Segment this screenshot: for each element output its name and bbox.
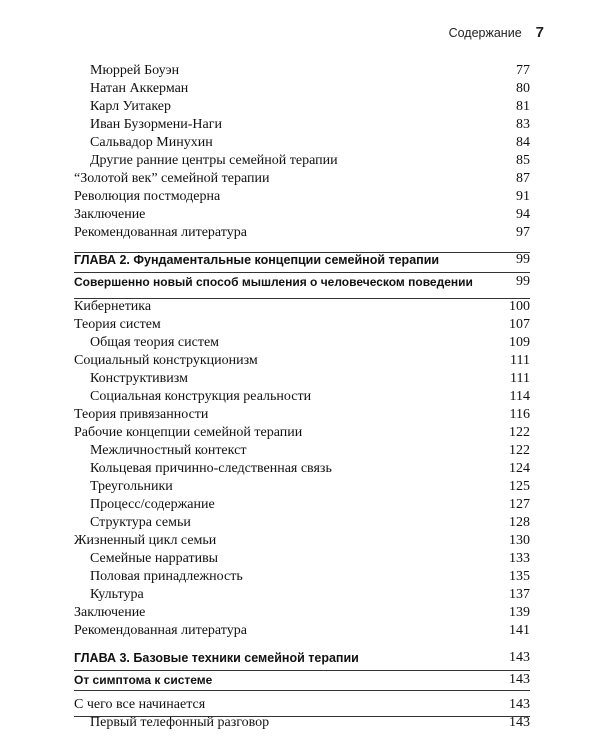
toc-entry-page: 85 xyxy=(516,153,530,168)
toc-entry-page: 143 xyxy=(509,697,530,712)
toc-entry xyxy=(74,316,530,334)
toc-entry-page: 116 xyxy=(509,407,530,422)
toc-entry-page: 83 xyxy=(516,117,530,132)
toc-entry xyxy=(74,170,530,188)
toc-entry-page: 111 xyxy=(510,371,530,386)
toc-entry-title: Иван Бузормени-Наги xyxy=(90,117,222,132)
section-rule xyxy=(74,690,530,691)
toc-entry-title: “Золотой век” семейной терапии xyxy=(74,171,270,186)
toc-entry-title: Заключение xyxy=(74,207,146,222)
toc-entry xyxy=(74,370,530,388)
toc-entry-page: 122 xyxy=(509,425,530,440)
section-rule xyxy=(74,670,530,671)
toc-entry-title: Карл Уитакер xyxy=(90,99,172,114)
toc-entry-page: 122 xyxy=(509,443,530,458)
toc-entry-title: Мюррей Боуэн xyxy=(90,63,180,78)
toc-entry-page: 135 xyxy=(509,569,530,584)
toc-entry-page: 77 xyxy=(516,63,530,78)
toc-entry-title: ГЛАВА 3. Базовые техники семейной терапии xyxy=(74,651,359,665)
toc-entry-title: Половая принадлежность xyxy=(90,569,243,584)
toc-entry-page: 130 xyxy=(509,533,530,548)
toc-entry-page: 124 xyxy=(509,461,530,476)
toc-entry-title: Жизненный цикл семьи xyxy=(74,533,217,548)
toc-entry-page: 141 xyxy=(509,623,530,638)
toc-chapter xyxy=(74,648,530,668)
section-rule xyxy=(74,272,530,273)
toc-entry-page: 107 xyxy=(509,317,530,332)
section-rule xyxy=(74,716,530,717)
toc-entry xyxy=(74,406,530,424)
toc-entry xyxy=(74,188,530,206)
toc-entry xyxy=(74,532,530,550)
toc-entry-page: 87 xyxy=(516,171,530,186)
toc-entry-title: Теория систем xyxy=(74,317,161,332)
toc-entry xyxy=(74,478,530,496)
toc-entry xyxy=(74,586,530,604)
toc-entry xyxy=(74,442,530,460)
toc-entry-title: Общая теория систем xyxy=(90,335,220,350)
toc-entry xyxy=(74,460,530,478)
toc-entry-page: 114 xyxy=(509,389,530,404)
toc-entry-title: Теория привязанности xyxy=(74,407,209,422)
toc-entry-title: Треугольники xyxy=(90,479,173,494)
toc-entry-page: 81 xyxy=(516,99,530,114)
toc-entry xyxy=(74,352,530,370)
toc-entry-title: Рабочие концепции семейной терапии xyxy=(74,425,303,440)
page-number: 7 xyxy=(535,24,544,41)
toc-entry-page: 97 xyxy=(516,225,530,240)
toc-entry-title: Другие ранние центры семейной терапии xyxy=(90,153,338,168)
toc-entry xyxy=(74,134,530,152)
toc-entry-page: 143 xyxy=(509,672,530,687)
toc-entry-page: 100 xyxy=(509,299,530,314)
toc-entry-page: 127 xyxy=(509,497,530,512)
toc-entry xyxy=(74,116,530,134)
toc-entry xyxy=(74,568,530,586)
toc-entry-page: 80 xyxy=(516,81,530,96)
toc-entry-title: С чего все начинается xyxy=(74,697,206,712)
toc-entry-page: 99 xyxy=(516,252,530,267)
toc-entry-page: 143 xyxy=(509,650,530,665)
toc-entry-title: Сальвадор Минухин xyxy=(90,135,213,150)
toc-entry-title: Социальная конструкция реальности xyxy=(90,389,312,404)
toc-entry-page: 111 xyxy=(510,353,530,368)
toc-entry-title: Социальный конструкционизм xyxy=(74,353,258,368)
toc-entry-title: Кибернетика xyxy=(74,299,152,314)
toc-entry-title: Революция постмодерна xyxy=(74,189,221,204)
toc-entry-title: Рекомендованная литература xyxy=(74,225,247,240)
toc-entry-page: 84 xyxy=(516,135,530,150)
toc-entry xyxy=(74,424,530,442)
toc-entry-title: Конструктивизм xyxy=(90,371,188,386)
toc-heading xyxy=(74,272,530,292)
section-title: Содержание xyxy=(448,26,522,40)
toc-entry xyxy=(74,550,530,568)
toc-entry xyxy=(74,622,530,640)
toc-entry xyxy=(74,206,530,224)
toc-entry-page: 109 xyxy=(509,335,530,350)
toc-entry-page: 139 xyxy=(509,605,530,620)
toc-entry xyxy=(74,604,530,622)
toc-entry xyxy=(74,388,530,406)
toc-chapter xyxy=(74,250,530,270)
toc-entry xyxy=(74,514,530,532)
toc-entry-title: Кольцевая причинно-следственная связь xyxy=(90,461,332,476)
toc-entry-title: Культура xyxy=(90,587,144,602)
toc-entry-page: 137 xyxy=(509,587,530,602)
toc-entry-title: Заключение xyxy=(74,605,146,620)
toc-entry xyxy=(74,98,530,116)
toc-entry-page: 125 xyxy=(509,479,530,494)
toc-heading xyxy=(74,670,530,690)
toc-entry-page: 133 xyxy=(509,551,530,566)
toc-entry-page: 91 xyxy=(516,189,530,204)
toc-entry-title: Первый телефонный разговор xyxy=(90,715,270,730)
toc-entry-page: 128 xyxy=(509,515,530,530)
toc-entry xyxy=(74,152,530,170)
running-head xyxy=(449,24,544,41)
toc-entry xyxy=(74,80,530,98)
toc-entry xyxy=(74,298,530,316)
toc-entry xyxy=(74,696,530,714)
toc-entry-page: 94 xyxy=(516,207,530,222)
toc-entry-title: Совершенно новый способ мышления о человеческом поведении xyxy=(74,275,473,289)
toc-entry-page: 143 xyxy=(509,715,530,730)
toc-entry xyxy=(74,496,530,514)
toc-entry-title: Семейные нарративы xyxy=(90,551,219,566)
toc-entry-title: От симптома к системе xyxy=(74,673,213,687)
section-rule xyxy=(74,252,530,253)
toc-entry-title: Натан Аккерман xyxy=(90,81,189,96)
toc-entry-title: Межличностный контекст xyxy=(90,443,247,458)
toc-entry-title: Рекомендованная литература xyxy=(74,623,247,638)
toc-entry-title: Процесс/содержание xyxy=(90,497,215,512)
toc-entry-page: 99 xyxy=(516,274,530,289)
toc-entry-title: Структура семьи xyxy=(90,515,191,530)
toc-entry xyxy=(74,62,530,80)
toc-entry xyxy=(74,224,530,242)
toc-entry xyxy=(74,334,530,352)
section-rule xyxy=(74,298,530,299)
toc-entry-title: ГЛАВА 2. Фундаментальные концепции семейной терапии xyxy=(74,253,440,267)
